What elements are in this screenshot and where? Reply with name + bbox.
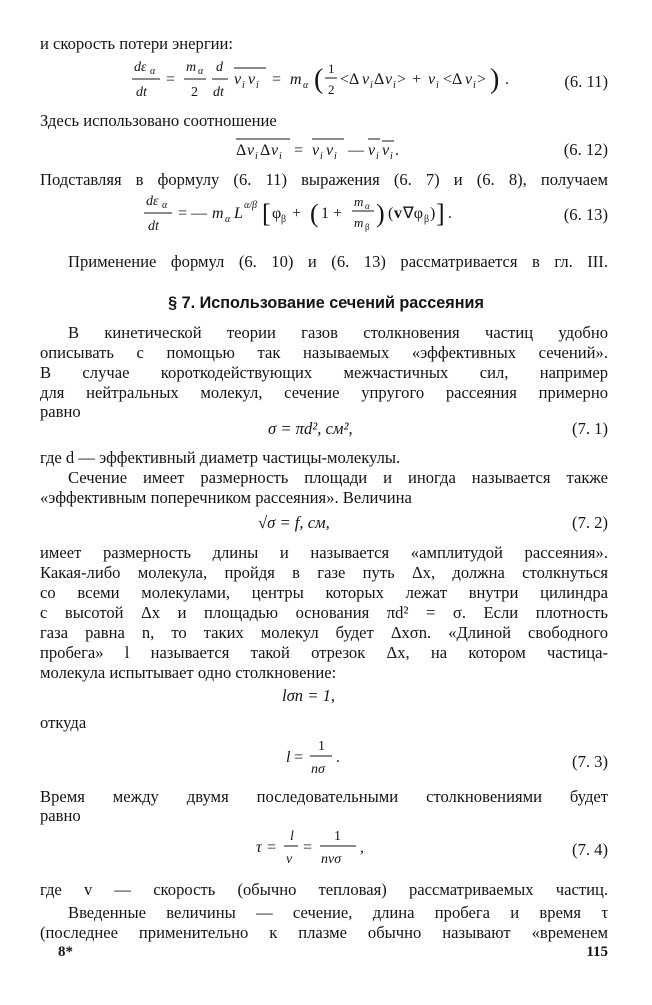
svg-text:v: v xyxy=(271,142,279,159)
svg-text:1: 1 xyxy=(334,829,341,844)
svg-text:m: m xyxy=(186,60,197,75)
text-line: где d — эффективный диаметр частицы-молекулы. xyxy=(40,448,401,467)
svg-text:m: m xyxy=(212,205,224,222)
svg-text:): ) xyxy=(490,64,500,95)
svg-text:1: 1 xyxy=(328,61,335,76)
svg-text:=: = xyxy=(166,71,176,88)
equation-body: σ = πd², см², xyxy=(268,419,353,438)
svg-text:(: ( xyxy=(314,64,324,95)
svg-text:dt: dt xyxy=(213,85,224,100)
svg-text:Δ: Δ xyxy=(374,71,385,88)
svg-text:v: v xyxy=(286,852,293,867)
equation-7-3-render xyxy=(284,736,364,782)
svg-text:i: i xyxy=(279,151,282,162)
svg-text:2: 2 xyxy=(328,82,335,97)
svg-text:Δ: Δ xyxy=(236,142,247,159)
svg-text:+: + xyxy=(292,205,302,222)
text-line: газа равна n, то таких молекул будет Δxσn. «Длиной свободного xyxy=(40,623,608,642)
equation-body: √σ = f, см, xyxy=(258,513,330,532)
text-line: Время между двумя последовательными столкновениями будет xyxy=(40,787,608,806)
text-line: молекула испытывает одно столкновение: xyxy=(40,663,337,682)
text-line: Подставляя в формулу (6. 11) выражения (6. 7) и (6. 8), получаем xyxy=(40,170,608,189)
equation-number: (7. 3) xyxy=(572,752,608,771)
equation-number: (7. 2) xyxy=(572,513,608,532)
svg-text:v: v xyxy=(465,71,473,88)
svg-text:i: i xyxy=(473,80,476,91)
svg-text:=: = xyxy=(294,142,304,159)
svg-text:i: i xyxy=(393,80,396,91)
svg-text:—: — xyxy=(348,142,364,159)
text-line: где v — скорость (обычно тепловая) рассматриваемых частиц. xyxy=(40,880,608,899)
text-line: Введенные величины — сечение, длина пробега и время τ xyxy=(68,903,608,922)
svg-text:m: m xyxy=(290,71,302,88)
svg-text:2: 2 xyxy=(191,85,198,100)
text-line: с высотой Δx и площадью основания πd² = σ. Если плотность xyxy=(40,603,608,622)
page-number: 115 xyxy=(586,944,608,960)
text-line: равно xyxy=(40,402,81,421)
equation-number: (6. 12) xyxy=(563,140,608,159)
text-line: Применение формул (6. 10) и (6. 13) рассматривается в гл. III. xyxy=(68,252,608,271)
svg-text:.: . xyxy=(505,71,509,88)
text-line: равно xyxy=(40,806,81,825)
svg-text:): ) xyxy=(430,205,436,222)
svg-text:l: l xyxy=(290,829,294,844)
svg-text:,: , xyxy=(360,839,364,856)
svg-text:= —: = — xyxy=(178,205,208,222)
svg-text:]: ] xyxy=(436,199,445,228)
svg-text:i: i xyxy=(376,151,379,162)
svg-text:1 +: 1 + xyxy=(321,205,343,222)
svg-text:i: i xyxy=(256,80,259,91)
svg-text:β: β xyxy=(424,214,430,225)
text-line: откуда xyxy=(40,713,87,732)
svg-text:∇φ: ∇φ xyxy=(403,205,423,222)
svg-text:i: i xyxy=(242,80,245,91)
text-line: Здесь использовано соотношение xyxy=(40,111,277,130)
svg-text:v: v xyxy=(394,205,402,222)
svg-text:v: v xyxy=(428,71,436,88)
svg-text:L: L xyxy=(234,205,243,222)
text-line: Какая-либо молекула, пройдя в газе путь Δx, должна столкнуться xyxy=(40,563,608,582)
svg-text:dt: dt xyxy=(136,85,147,100)
svg-text:=: = xyxy=(294,749,304,766)
svg-text:1: 1 xyxy=(318,739,325,754)
text-line: Сечение имеет размерность площади и иногда называется также xyxy=(68,468,608,487)
svg-text:v: v xyxy=(234,71,242,88)
svg-text:i: i xyxy=(334,151,337,162)
svg-text:v: v xyxy=(385,71,393,88)
svg-text:τ: τ xyxy=(256,839,262,856)
equation-number: (7. 4) xyxy=(572,840,608,859)
svg-text:v: v xyxy=(247,142,255,159)
svg-text:nσ: nσ xyxy=(311,762,325,777)
svg-text:α: α xyxy=(225,214,231,225)
equation-7-4-render xyxy=(254,826,384,872)
text-line: (последнее применительно к плазме обычно называют «временем xyxy=(40,923,608,942)
svg-text:m: m xyxy=(354,215,364,230)
svg-text:i: i xyxy=(390,151,393,162)
svg-text:>: > xyxy=(397,71,407,88)
svg-text:β: β xyxy=(365,222,370,232)
signature-mark: 8* xyxy=(58,944,73,960)
svg-text:nvσ: nvσ xyxy=(321,852,342,867)
svg-text:i: i xyxy=(370,80,373,91)
equation-6-13-render xyxy=(142,192,522,242)
svg-text:dt: dt xyxy=(148,219,159,234)
svg-text:α: α xyxy=(365,201,370,211)
text-line: В кинетической теории газов столкновения частиц удобно xyxy=(68,323,608,342)
svg-text:α: α xyxy=(162,200,168,211)
svg-text:=: = xyxy=(267,839,277,856)
svg-text:α: α xyxy=(198,66,204,77)
svg-text:dε: dε xyxy=(134,60,147,75)
svg-text:<Δ: <Δ xyxy=(340,71,360,88)
svg-text:α: α xyxy=(303,80,309,91)
svg-text:=: = xyxy=(272,71,282,88)
svg-text:m: m xyxy=(354,194,364,209)
svg-text:.: . xyxy=(336,749,340,766)
svg-text:v: v xyxy=(248,71,256,88)
svg-text:v: v xyxy=(368,142,376,159)
equation-number: (6. 13) xyxy=(563,205,608,224)
section-heading: § 7. Использование сечений рассеяния xyxy=(168,294,484,312)
equation-number: (7. 1) xyxy=(572,419,608,438)
svg-text:i: i xyxy=(255,151,258,162)
svg-text:l: l xyxy=(286,749,291,766)
svg-text:v: v xyxy=(382,142,390,159)
text-line: и скорость потери энергии: xyxy=(40,34,233,53)
svg-text:α: α xyxy=(150,66,156,77)
svg-text:[: [ xyxy=(262,199,271,228)
svg-text:.: . xyxy=(448,205,452,222)
svg-text:φ: φ xyxy=(272,205,282,222)
svg-text:): ) xyxy=(376,199,385,228)
svg-text:.: . xyxy=(395,142,399,159)
svg-text:v: v xyxy=(312,142,320,159)
text-line: пробега» l называется такой отрезок Δx, на котором частица- xyxy=(40,643,608,662)
text-line: со всеми молекулами, центры которых лежат внутри цилиндра xyxy=(40,583,608,602)
svg-text:α/β: α/β xyxy=(244,200,258,211)
svg-text:+: + xyxy=(412,71,422,88)
text-line: «эффективным поперечником рассеяния». Величина xyxy=(40,488,412,507)
equation-number: (6. 11) xyxy=(564,72,608,91)
svg-text:dε: dε xyxy=(146,194,159,209)
svg-text:v: v xyxy=(362,71,370,88)
svg-text:<Δ: <Δ xyxy=(443,71,463,88)
svg-text:Δ: Δ xyxy=(260,142,271,159)
text-line: имеет размерность длины и называется «амплитудой рассеяния». xyxy=(40,543,608,562)
svg-text:=: = xyxy=(303,839,313,856)
text-line: для нейтральных молекул, сечение упругого рассеяния примерно xyxy=(40,383,608,402)
equation-lsn: lσn = 1, xyxy=(282,686,336,705)
svg-text:β: β xyxy=(281,214,287,225)
text-line: описывать с помощью так называемых «эффективных сечений». xyxy=(40,343,608,362)
svg-text:(: ( xyxy=(310,199,319,228)
text-line: В случае короткодействующих межчастичных сил, например xyxy=(40,363,608,382)
svg-text:>: > xyxy=(477,71,487,88)
svg-text:i: i xyxy=(320,151,323,162)
svg-text:d: d xyxy=(216,60,223,75)
svg-text:i: i xyxy=(436,80,439,91)
equation-6-12-render xyxy=(234,134,434,164)
svg-text:v: v xyxy=(326,142,334,159)
equation-6-11-render xyxy=(130,58,560,108)
svg-text:(: ( xyxy=(388,205,394,222)
